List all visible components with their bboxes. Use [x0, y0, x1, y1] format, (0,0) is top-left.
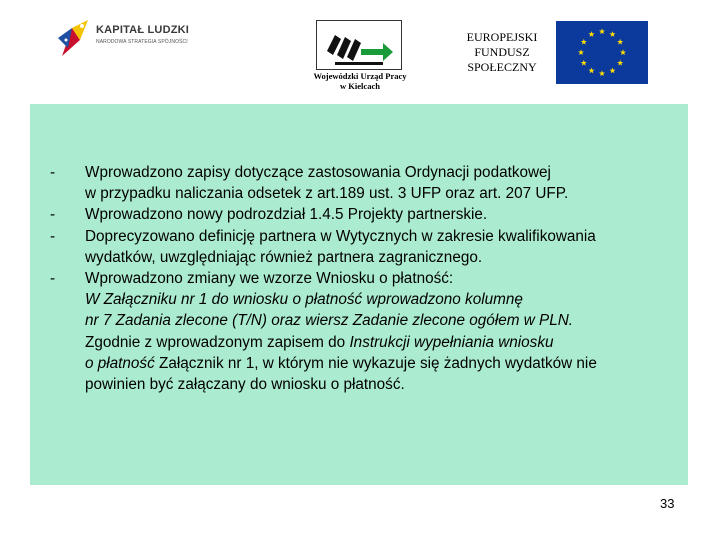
item-text: Zgodnie z wprowadzonym zapisem do	[85, 333, 350, 351]
eu-star-icon	[578, 49, 584, 55]
item-line-mixed	[85, 353, 690, 374]
item-line-mixed	[85, 332, 690, 353]
item-line: w przypadku naliczania odsetek z art.189 ust. 3 UFP oraz art. 207 UFP.	[85, 185, 569, 203]
efs-line3: SPOŁECZNY	[467, 60, 537, 74]
eu-star-icon	[588, 67, 594, 73]
wup-caption	[300, 71, 420, 91]
eu-star-icon	[581, 39, 587, 45]
eu-stars-icon	[556, 21, 648, 84]
item-line: Doprecyzowano definicję partnera w Wytycznych w zakresie kwalifikowania	[85, 227, 596, 245]
kapital-ludzki-title: KAPITAŁ LUDZKI	[96, 24, 190, 36]
list-item	[50, 162, 690, 204]
list-item	[50, 204, 690, 225]
list-dash: -	[50, 206, 56, 224]
list-dash: -	[50, 270, 56, 288]
eu-flag	[556, 21, 648, 84]
efs-line1: EUROPEJSKI	[466, 30, 538, 44]
item-line: wydatków, uwzględniając również partnera zagranicznego.	[85, 248, 483, 266]
wup-caption-line2: w Kielcach	[340, 81, 380, 91]
item-line: Wprowadzono zapisy dotyczące zastosowania Ordynacji podatkowej	[85, 164, 551, 181]
page-number: 33	[660, 496, 675, 511]
item-line: Wprowadzono nowy podrozdział 1.4.5 Projekty partnerskie.	[85, 206, 488, 224]
wup-caption-line1: Wojewódzki Urząd Pracy	[313, 71, 407, 81]
item-text-italic: Instrukcji wypełniania wniosku	[349, 333, 554, 351]
item-line-italic: W Załączniku nr 1 do wniosku o płatność wprowadzono kolumnę	[85, 291, 523, 309]
item-text-italic: o płatność	[85, 354, 155, 372]
list-item	[50, 226, 690, 268]
list-item	[50, 268, 690, 395]
kapital-ludzki-emblem-icon	[58, 18, 94, 58]
eu-star-icon	[599, 28, 605, 34]
kapital-ludzki-subtitle: NARODOWA STRATEGIA SPÓJNOŚCI	[96, 39, 188, 45]
eu-star-icon	[609, 67, 615, 73]
wup-logo	[316, 20, 402, 70]
item-line-italic: nr 7 Zadania zlecone (T/N) oraz wiersz Zadanie zlecone ogółem w PLN.	[85, 312, 574, 330]
efs-line2: FUNDUSZ	[474, 45, 530, 59]
eu-star-icon	[599, 70, 605, 76]
eu-star-icon	[588, 31, 594, 37]
eu-star-icon	[620, 49, 626, 55]
kapital-ludzki-logo	[58, 14, 198, 62]
slide-header	[0, 0, 720, 100]
content-panel	[30, 104, 688, 485]
eu-star-icon	[581, 60, 587, 66]
change-list	[50, 162, 690, 395]
eu-star-icon	[617, 60, 623, 66]
eu-star-icon	[617, 39, 623, 45]
eu-star-icon	[609, 31, 615, 37]
item-text: Załącznik nr 1, w którym nie wykazuje się żadnych wydatków nie	[154, 354, 597, 372]
efs-label	[452, 30, 552, 75]
item-line: Wprowadzono zmiany we wzorze Wniosku o płatność:	[85, 270, 454, 288]
list-dash: -	[50, 164, 56, 181]
list-dash: -	[50, 227, 56, 245]
wup-emblem-icon	[317, 21, 401, 69]
item-line: powinien być załączany do wniosku o płatność.	[85, 376, 405, 394]
